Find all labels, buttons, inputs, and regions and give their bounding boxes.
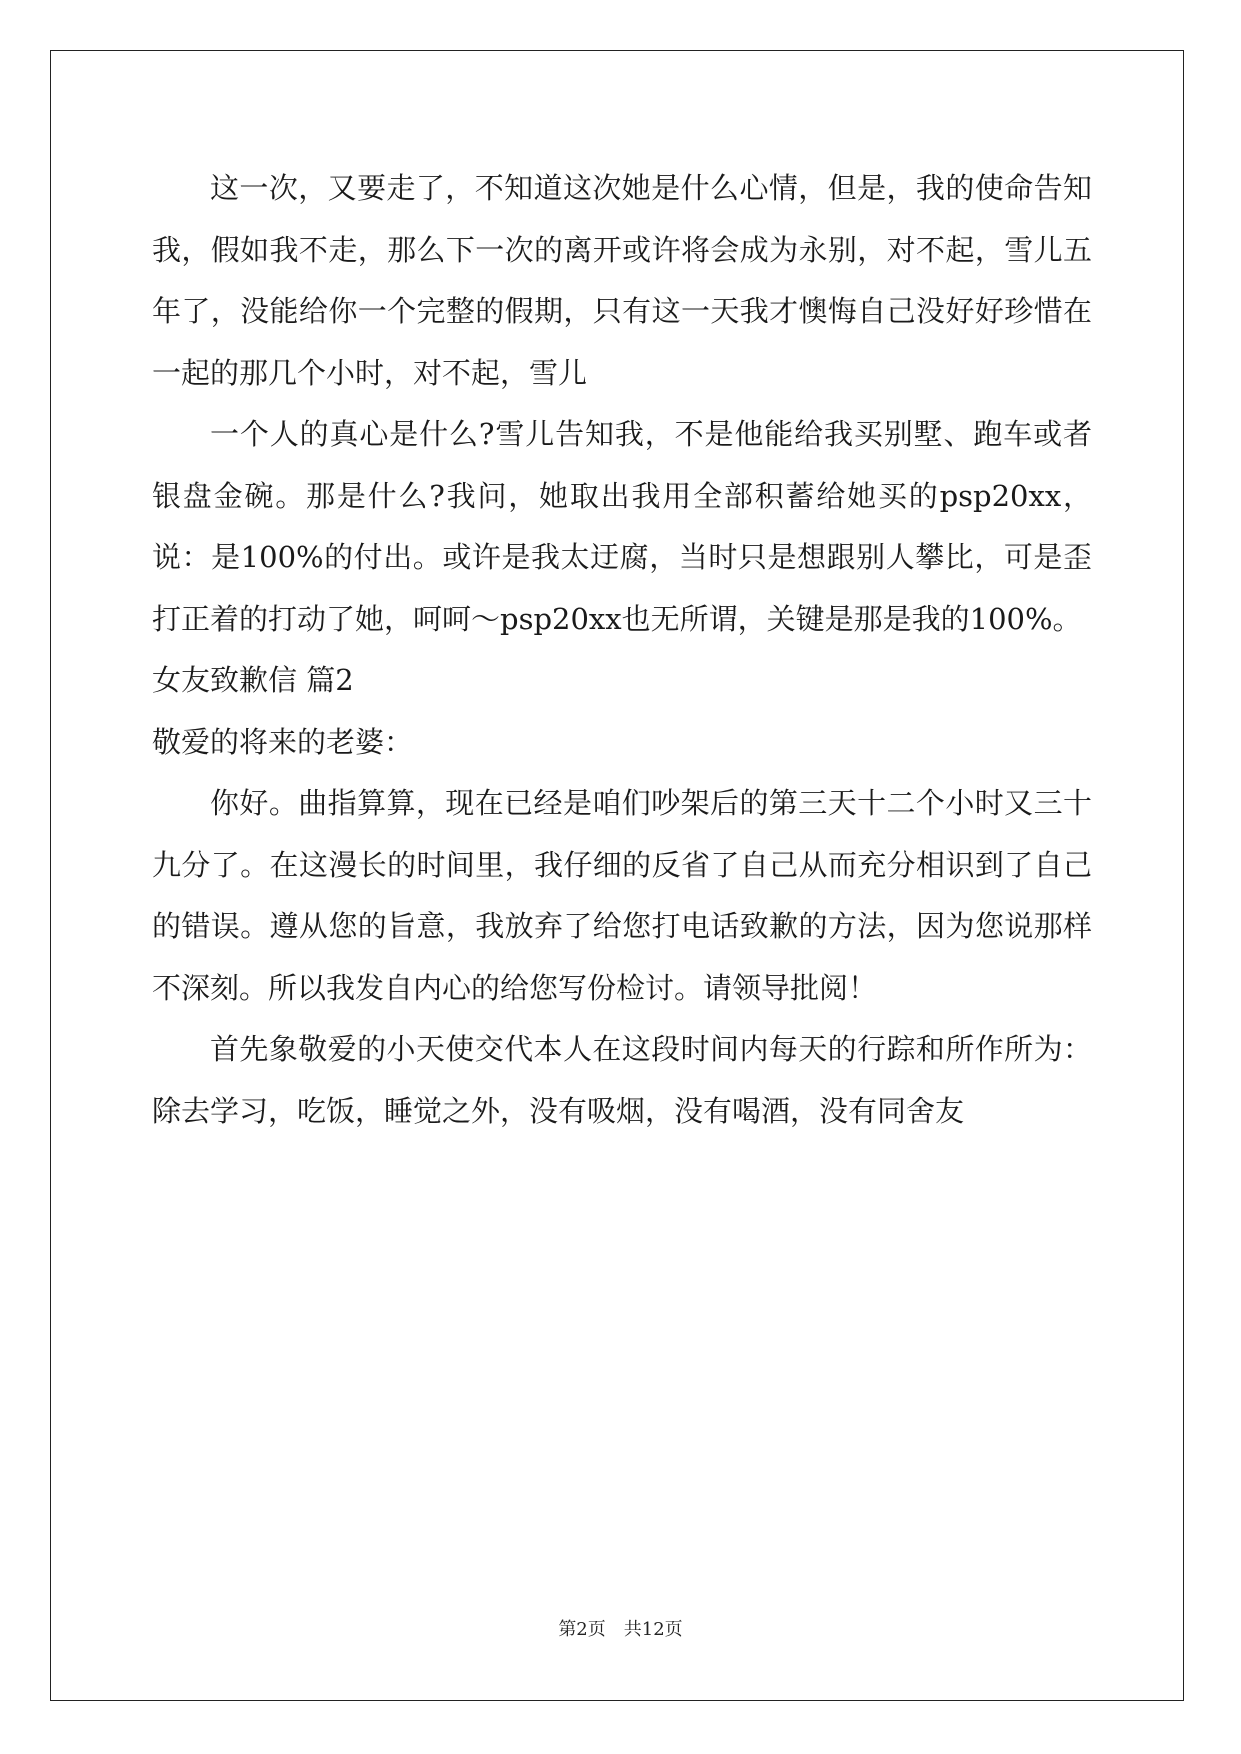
section-heading: 女友致歉信 篇2 <box>152 663 354 697</box>
paragraph-4: 首先象敬爱的小天使交代本人在这段时间内每天的行踪和所作所为：除去学习，吃饭，睡觉之外，没有吸烟，没有喝酒，没有同舍友 <box>152 1032 1092 1128</box>
paragraph-1: 这一次，又要走了，不知道这次她是什么心情，但是，我的使命告知我，假如我不走，那么下一次的离开或许将会成为永别，对不起，雪儿五年了，没能给你一个完整的假期，只有这一天我才懊悔自己没好好珍惜在一起的那几个小时，对不起，雪儿 <box>152 171 1092 390</box>
paragraph-2: 一个人的真心是什么?雪儿告知我，不是他能给我买别墅、跑车或者银盘金碗。那是什么?我问，她取出我用全部积蓄给她买的psp20xx，说：是100%的付出。或许是我太迂腐，当时只是想跟别人攀比，可是歪打正着的打动了她，呵呵～psp20xx也无所谓，关键是那是我的100%。 <box>152 417 1092 636</box>
page-footer: 第2页 共12页 <box>558 1619 683 1640</box>
salutation: 敬爱的将来的老婆： <box>152 724 414 759</box>
document-body <box>152 158 1092 1142</box>
paragraph-3: 你好。曲指算算，现在已经是咱们吵架后的第三天十二个小时又三十九分了。在这漫长的时间里，我仔细的反省了自己从而充分相识到了自己的错误。遵从您的旨意，我放弃了给您打电话致歉的方法，因为您说那样不深刻。所以我发自内心的给您写份检讨。请领导批阅！ <box>152 786 1092 1005</box>
